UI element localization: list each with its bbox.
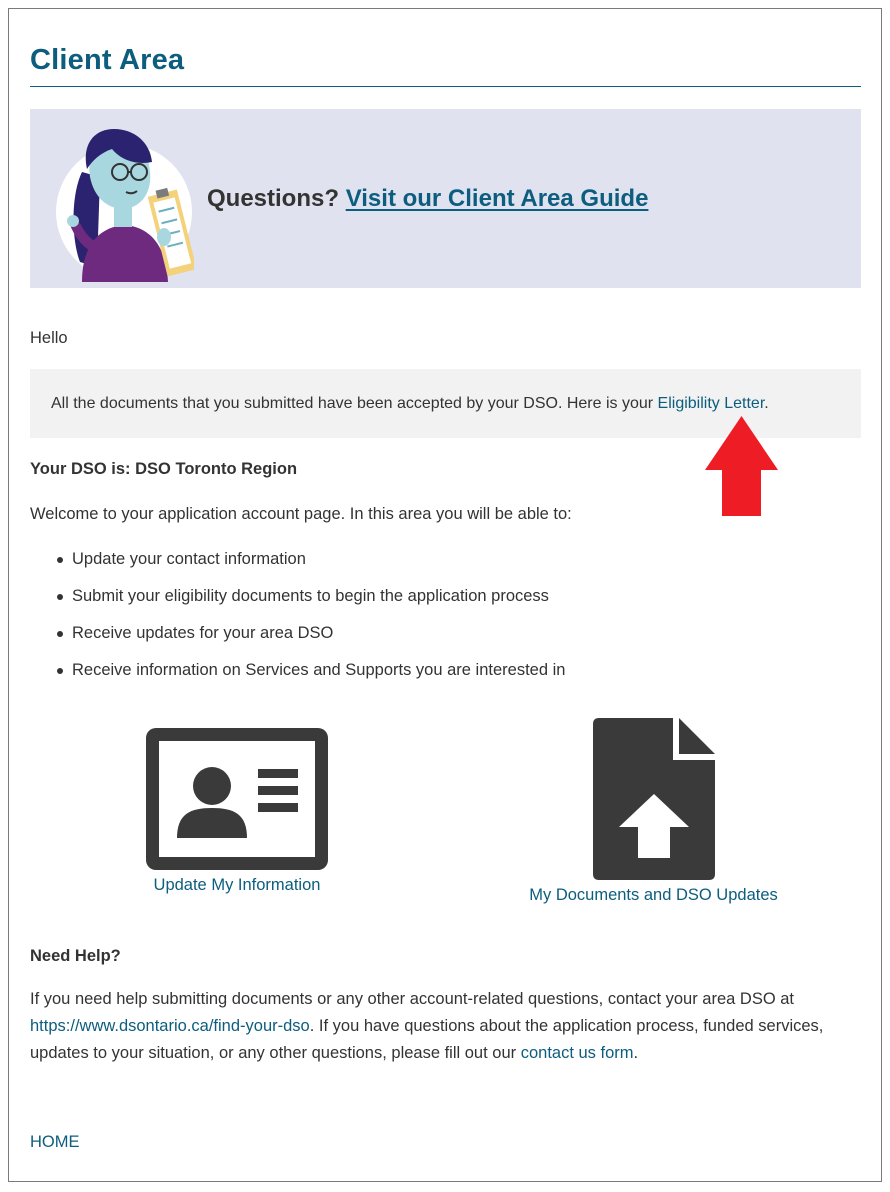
client-area-guide-banner	[30, 109, 861, 288]
need-help-heading: Need Help?	[30, 947, 121, 965]
red-arrow-annotation-icon	[705, 416, 778, 516]
woman-with-clipboard-illustration	[42, 117, 194, 282]
feature-list	[30, 549, 565, 697]
find-your-dso-link[interactable]: https://www.dsontario.ca/find-your-dso	[30, 1017, 310, 1035]
eligibility-letter-link[interactable]: Eligibility Letter	[657, 395, 765, 412]
client-area-guide-link[interactable]: Visit our Client Area Guide	[345, 185, 649, 212]
notice-period: .	[764, 395, 769, 412]
assigned-dso: Your DSO is: DSO Toronto Region	[30, 460, 298, 478]
guide-question	[207, 185, 648, 213]
id-card-icon	[146, 728, 328, 870]
list-item: Receive information on Services and Supports you are interested in	[30, 660, 565, 697]
page-title: Client Area	[30, 44, 185, 76]
notice-text	[51, 395, 769, 413]
contact-us-form-link[interactable]: contact us form	[520, 1044, 634, 1062]
update-my-information-label: Update My Information	[153, 876, 321, 894]
welcome-intro: Welcome to your application account page. In this area you will be able to:	[30, 505, 572, 523]
file-upload-icon	[593, 718, 715, 880]
list-item: Update your contact information	[30, 549, 565, 586]
help-text-part: . If you have questions about the application process, funded services, updates to your situation, or any other questions, please fill out our	[30, 1017, 824, 1062]
my-documents-label: My Documents and DSO Updates	[529, 886, 778, 904]
my-documents-tile[interactable]	[510, 718, 797, 905]
help-paragraph	[30, 986, 866, 1067]
list-item: Receive updates for your area DSO	[30, 623, 565, 660]
update-my-information-tile[interactable]	[137, 718, 337, 895]
help-text-part: If you need help submitting documents or any other account-related questions, contact your area DSO at	[30, 990, 795, 1008]
title-divider	[30, 86, 861, 87]
home-link[interactable]: HOME	[30, 1133, 80, 1151]
greeting: Hello	[30, 329, 68, 347]
help-text-part: .	[633, 1044, 639, 1062]
notice-message: All the documents that you submitted have been accepted by your DSO. Here is your	[51, 395, 658, 412]
list-item: Submit your eligibility documents to begin the application process	[30, 586, 565, 623]
guide-question-label: Questions?	[207, 185, 346, 212]
